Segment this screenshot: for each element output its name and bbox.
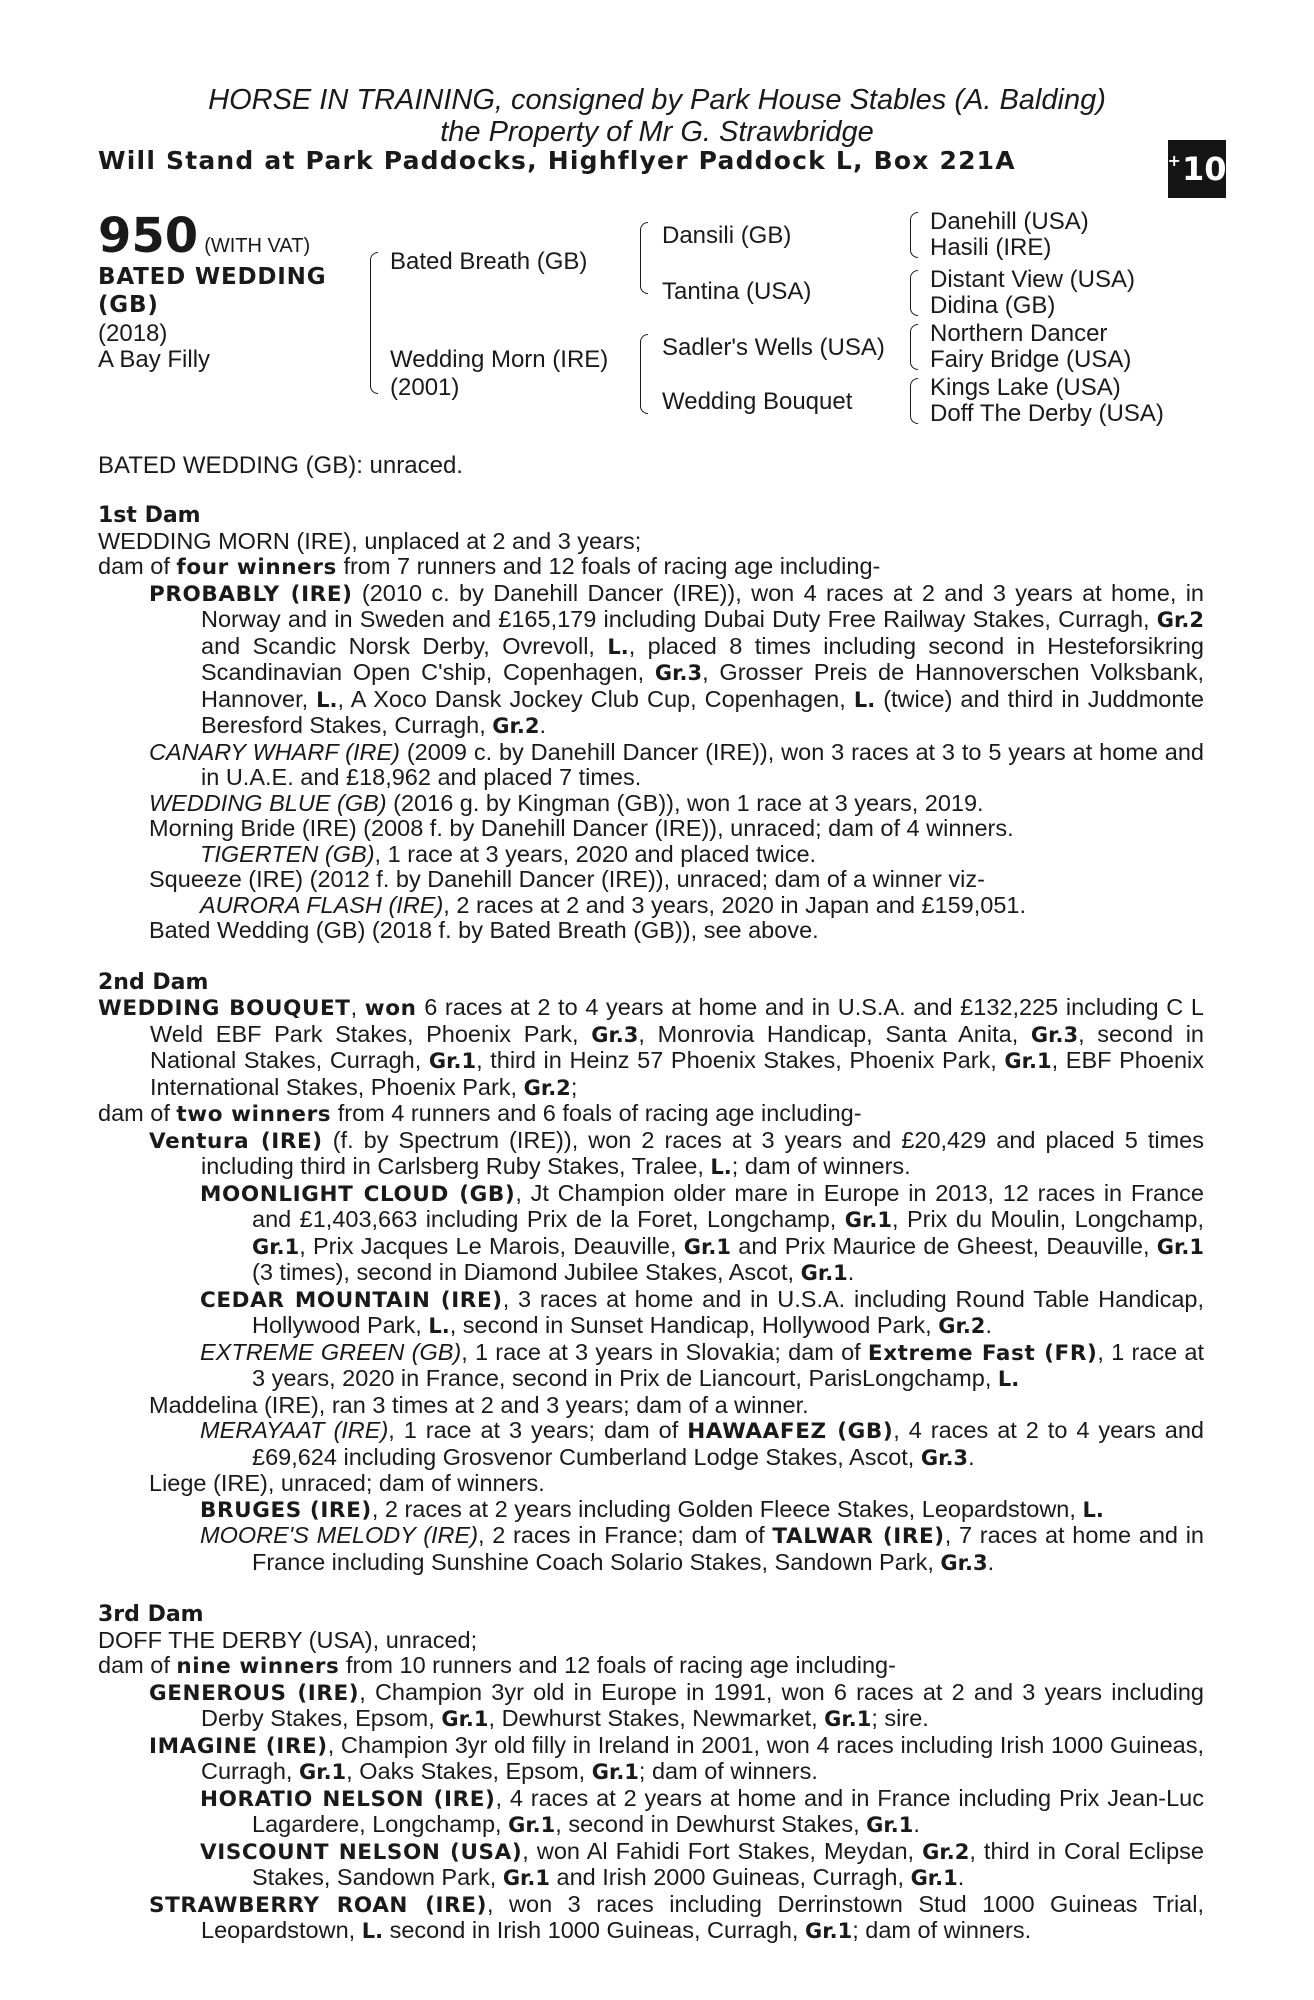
pedigree-brace xyxy=(640,334,648,414)
produce-entry: IMAGINE (IRE), Champion 3yr old filly in Ireland in 2001, won 4 races including Irish 1000 Guineas, Curragh, Gr.1, Oaks Stakes, Epsom, Gr.1; dam of winners. xyxy=(149,1731,1204,1784)
sire: Bated Breath (GB) xyxy=(390,248,588,275)
pedigree-brace xyxy=(910,270,918,316)
horse-country: (GB) xyxy=(98,292,159,318)
sire-dam: Tantina (USA) xyxy=(662,278,812,305)
great-grandsire-3: Northern Dancer xyxy=(930,320,1108,347)
great-granddam-3: Fairy Bridge (USA) xyxy=(930,346,1132,373)
dam-dam: Wedding Bouquet xyxy=(662,388,853,415)
produce-entry: STRAWBERRY ROAN (IRE), won 3 races including Derrinstown Stud 1000 Guineas Trial, Leopardstown, L. second in Irish 1000 Guineas, Curragh, Gr.1; dam of winners. xyxy=(149,1890,1204,1943)
second-dam-produce-summary: dam of two winners from 4 runners and 6 foals of racing age including- xyxy=(98,1100,862,1127)
property-line: the Property of Mr G. Strawbridge xyxy=(440,116,874,148)
third-dam-produce-summary: dam of nine winners from 10 runners and 12 foals of racing age including- xyxy=(98,1652,896,1679)
great-grandsire-2: Distant View (USA) xyxy=(930,266,1135,293)
pedigree-brace xyxy=(910,378,918,424)
sire-sire: Dansili (GB) xyxy=(662,222,792,249)
produce-entry: Bated Wedding (GB) (2018 f. by Bated Breath (GB)), see above. xyxy=(149,917,819,943)
produce-entry: CEDAR MOUNTAIN (IRE), 3 races at home and in U.S.A. including Round Table Handicap, Hollywood Park, L., second in Sunset Handicap, Hollywood Park, Gr.2. xyxy=(200,1285,1204,1338)
pedigree-brace xyxy=(640,222,648,294)
produce-entry: Squeeze (IRE) (2012 f. by Danehill Dancer (IRE)), unraced; dam of a winner viz- xyxy=(149,866,985,892)
produce-entry: EXTREME GREEN (GB), 1 race at 3 years in Slovakia; dam of Extreme Fast (FR), 1 race at 3 years, 2020 in France, second in Prix de Liancourt, ParisLongchamp, L. xyxy=(200,1338,1205,1391)
foaling-year: (2018) xyxy=(98,320,168,347)
produce-entry: Ventura (IRE) (f. by Spectrum (IRE)), won 2 races at 3 years and £20,429 and placed 5 times including third in Carlsberg Ruby Stakes, Tralee, L.; dam of winners. xyxy=(149,1126,1204,1179)
pedigree-brace xyxy=(910,212,918,258)
produce-entry: MOONLIGHT CLOUD (GB), Jt Champion older mare in Europe in 2013, 12 races in France and £1,403,663 including Prix de la Foret, Longchamp, Gr.1, Prix du Moulin, Longchamp, Gr.1, Prix Jacques Le Marois, Deauville, Gr.1 and Prix Maurice de Gheest, Deauville, Gr.1 (3 times), second in Diamond Jubilee Stakes, Ascot, Gr.1. xyxy=(200,1179,1205,1285)
produce-entry: MOORE'S MELODY (IRE), 2 races in France; dam of TALWAR (IRE), 7 races at home and in France including Sunshine Coach Solario Stakes, Sandown Park, Gr.3. xyxy=(200,1522,1204,1575)
produce-entry: PROBABLY (IRE) (2010 c. by Danehill Dancer (IRE)), won 4 races at 2 and 3 years at home, in Norway and in Sweden and £165,179 including Dubai Duty Free Railway Stakes, Curragh, Gr.2 and Scandic Norsk Derby, Ovrevoll, L., placed 8 times including second in Hesteforsikring Scandinavian Open C'ship, Copenhagen, Gr.3, Grosser Preis de Hannoverschen Volksbank, Hannover, L., A Xoco Dansk Jockey Club Cup, Copenhagen, L. (twice) and third in Juddmonte Beresford Stakes, Curragh, Gr.2. xyxy=(149,579,1205,738)
great-grandsire-1: Danehill (USA) xyxy=(930,208,1089,235)
dam: Wedding Morn (IRE) xyxy=(390,346,609,373)
lot-number: 950 xyxy=(98,208,199,264)
produce-entry: Morning Bride (IRE) (2008 f. by Danehill Dancer (IRE)), unraced; dam of 4 winners. xyxy=(149,815,1014,841)
produce-entry: MERAYAAT (IRE), 1 race at 3 years; dam of HAWAAFEZ (GB), 4 races at 2 to 4 years and £69,624 including Grosvenor Cumberland Lodge Stakes, Ascot, Gr.3. xyxy=(200,1417,1204,1470)
produce-entry: HORATIO NELSON (IRE), 4 races at 2 years at home and in France including Prix Jean-Luc Lagardere, Longchamp, Gr.1, second in Dewhurst Stakes, Gr.1. xyxy=(200,1784,1204,1837)
great-granddam-4: Doff The Derby (USA) xyxy=(930,400,1164,427)
first-dam-line: WEDDING MORN (IRE), unplaced at 2 and 3 years; xyxy=(98,527,642,554)
third-dam-line: DOFF THE DERBY (USA), unraced; xyxy=(98,1626,478,1653)
second-dam-heading: 2nd Dam xyxy=(98,969,209,995)
third-dam-heading: 3rd Dam xyxy=(98,1602,204,1627)
produce-entry: CANARY WHARF (IRE) (2009 c. by Danehill Dancer (IRE)), won 3 races at 3 to 5 years at home and in U.A.E. and £18,962 and placed 7 times. xyxy=(149,738,1204,790)
lot-tag-badge: + 10 xyxy=(1168,140,1226,198)
race-record-summary: BATED WEDDING (GB): unraced. xyxy=(98,452,463,479)
great-grandsire-4: Kings Lake (USA) xyxy=(930,374,1121,401)
dam-sire: Sadler's Wells (USA) xyxy=(662,334,885,361)
horse-name: BATED WEDDING xyxy=(98,264,327,290)
vat-label: (WITH VAT) xyxy=(204,235,311,257)
produce-entry: AURORA FLASH (IRE), 2 races at 2 and 3 years, 2020 in Japan and £159,051. xyxy=(200,891,1027,918)
produce-entry: TIGERTEN (GB), 1 race at 3 years, 2020 and placed twice. xyxy=(200,840,817,867)
dam-year: (2001) xyxy=(390,374,460,401)
produce-entry: WEDDING BLUE (GB) (2016 g. by Kingman (GB)), won 1 race at 3 years, 2019. xyxy=(149,789,984,816)
consignor-line: HORSE IN TRAINING, consigned by Park House Stables (A. Balding) xyxy=(208,84,1106,116)
stand-location: Will Stand at Park Paddocks, Highflyer Paddock L, Box 221A xyxy=(98,146,1016,175)
pedigree-brace xyxy=(370,252,378,394)
produce-entry: Liege (IRE), unraced; dam of winners. xyxy=(149,1470,545,1496)
dam-record xyxy=(98,503,1204,1945)
produce-entry: GENEROUS (IRE), Champion 3yr old in Europe in 1991, won 6 races at 2 and 3 years including Derby Stakes, Epsom, Gr.1, Dewhurst Stakes, Newmarket, Gr.1; sire. xyxy=(149,1678,1204,1731)
great-granddam-2: Didina (GB) xyxy=(930,292,1056,319)
produce-entry: Maddelina (IRE), ran 3 times at 2 and 3 years; dam of a winner. xyxy=(149,1391,809,1418)
lot-number-block xyxy=(98,208,310,264)
pedigree-brace xyxy=(910,324,918,370)
first-dam-produce-summary: dam of four winners from 7 runners and 12 foals of racing age including- xyxy=(98,553,881,580)
produce-entry: BRUGES (IRE), 2 races at 2 years including Golden Fleece Stakes, Leopardstown, L. xyxy=(200,1495,1104,1523)
produce-entry: VISCOUNT NELSON (USA), won Al Fahidi Fort Stakes, Meydan, Gr.2, third in Coral Eclipse Stakes, Sandown Park, Gr.1 and Irish 2000 Guineas, Curragh, Gr.1. xyxy=(200,1837,1204,1890)
horse-description: A Bay Filly xyxy=(98,346,211,373)
second-dam-line: WEDDING BOUQUET, won 6 races at 2 to 4 years at home and in U.S.A. and £132,225 including C L Weld EBF Park Stakes, Phoenix Park, Gr.3, Monrovia Handicap, Santa Anita, Gr.3, second in National Stakes, Curragh, Gr.1, third in Heinz 57 Phoenix Stakes, Phoenix Park, Gr.1, EBF Phoenix International Stakes, Phoenix Park, Gr.2; xyxy=(98,994,1205,1100)
great-granddam-1: Hasili (IRE) xyxy=(930,234,1052,261)
first-dam-heading: 1st Dam xyxy=(98,503,201,528)
